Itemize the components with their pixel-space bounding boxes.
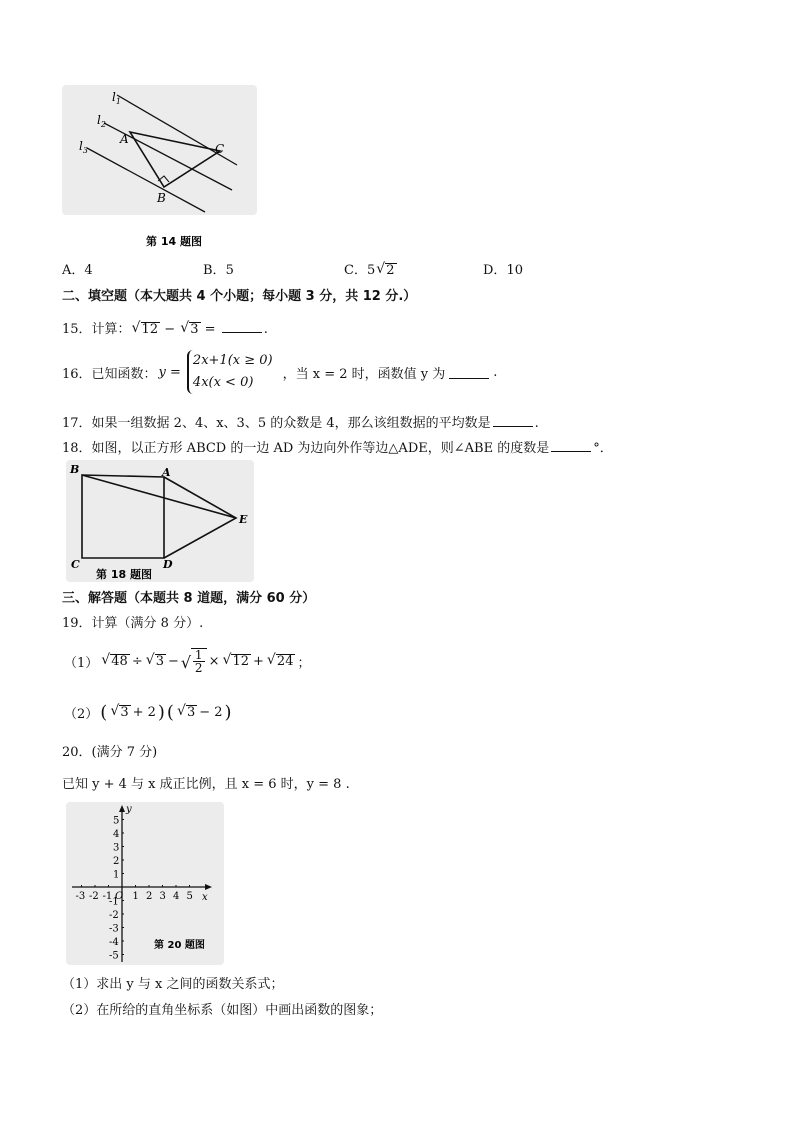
y-tick-label: 4: [113, 829, 120, 840]
option-a: A．4: [62, 263, 93, 278]
y-tick-label: -2: [109, 910, 119, 921]
figure-caption: 第 20 题图: [154, 940, 205, 951]
figure-q14: [62, 85, 262, 255]
question-19-part2: （2） ( √ 3 + 2 ) ( √ 3 − 2 ): [64, 702, 232, 723]
x-tick-label: 4: [173, 891, 180, 902]
figure-q18-drawing: [66, 460, 256, 585]
x-axis-label: x: [202, 892, 208, 903]
figure-caption: 第 14 题图: [146, 235, 202, 248]
x-tick-label: 1: [132, 891, 139, 902]
y-axis-label: y: [126, 804, 132, 815]
y-tick-label: -5: [109, 950, 119, 962]
question-20-sub1: （1）求出 y 与 x 之间的函数关系式；: [62, 977, 284, 992]
y-tick-label: -1: [109, 896, 119, 908]
label-b: B: [157, 191, 166, 205]
question-17: 17．如果一组数据 2、4、x、3、5 的众数是 4，那么该组数据的平均数是 .: [62, 416, 539, 431]
question-15: 15．计算：√ 12 − √ 3 = .: [62, 318, 268, 337]
origin-label: O: [115, 891, 124, 902]
x-tick-label: 5: [186, 891, 193, 902]
label-l3: $l_3$: [79, 139, 88, 155]
x-tick-label: -1: [102, 891, 113, 902]
y-tick-label: 2: [113, 856, 120, 867]
y-tick-label: 3: [113, 842, 120, 854]
x-tick-label: -2: [89, 891, 99, 902]
y-tick-label: 5: [113, 815, 120, 827]
label-l2: $l_2$: [97, 113, 106, 129]
label-l1: $l_1$: [112, 90, 121, 106]
question-20-head: 20．(满分 7 分): [62, 745, 158, 760]
x-tick-label: 2: [146, 891, 153, 902]
option-c: C．5√ 2: [344, 259, 397, 278]
label-d: D: [163, 558, 173, 571]
label-a: A: [162, 466, 171, 479]
sqrt-fraction: √ $\frac{1}{2}$: [191, 648, 207, 674]
question-18: 18．如图，以正方形 ABCD 的一边 AD 为边向外作等边△ADE，则∠ABE 的度数是 °．: [62, 441, 613, 456]
figure-q14-drawing: [62, 85, 262, 255]
figure-q20: [66, 802, 226, 967]
label-b: B: [70, 463, 80, 476]
x-tick-label: 3: [159, 891, 166, 902]
figure-q18: [66, 460, 256, 585]
question-20-sub2: （2）在所给的直角坐标系（如图）中画出函数的图象；: [62, 1003, 383, 1018]
y-tick-label: 1: [113, 869, 120, 881]
question-19-head: 19．计算（满分 8 分）.: [62, 616, 204, 631]
y-tick-label: -4: [109, 937, 119, 948]
figure-caption: 第 18 题图: [96, 568, 152, 581]
option-d: D．10: [483, 263, 523, 278]
label-a: A: [120, 132, 129, 146]
label-c: C: [71, 558, 80, 571]
section3-title: 三、解答题（本题共 8 道题，满分 60 分）: [62, 591, 316, 606]
coordinate-axes: [66, 802, 226, 967]
piecewise-brace: 2x+1(x ≥ 0) 4x(x < 0): [187, 350, 277, 394]
question-19-part1: （1） √ 48 ÷ √ 3 − √ $\frac{1}{2}$ × √ 12 + √ 24 ；: [64, 648, 310, 674]
question-20-text: 已知 y + 4 与 x 成正比例，且 x = 6 时，y = 8 .: [62, 777, 350, 792]
label-c: C: [215, 142, 225, 156]
option-b: B．5: [203, 263, 234, 278]
section2-title: 二、填空题（本大题共 4 个小题；每小题 3 分，共 12 分.）: [62, 289, 417, 304]
y-tick-label: -3: [109, 923, 119, 935]
label-e: E: [239, 513, 248, 526]
question-16: 16．已知函数： y = 2x+1(x ≥ 0) 4x(x < 0) ，当 x = 2 时，函数值 y 为 .: [62, 350, 497, 394]
x-tick-label: -3: [75, 891, 86, 902]
